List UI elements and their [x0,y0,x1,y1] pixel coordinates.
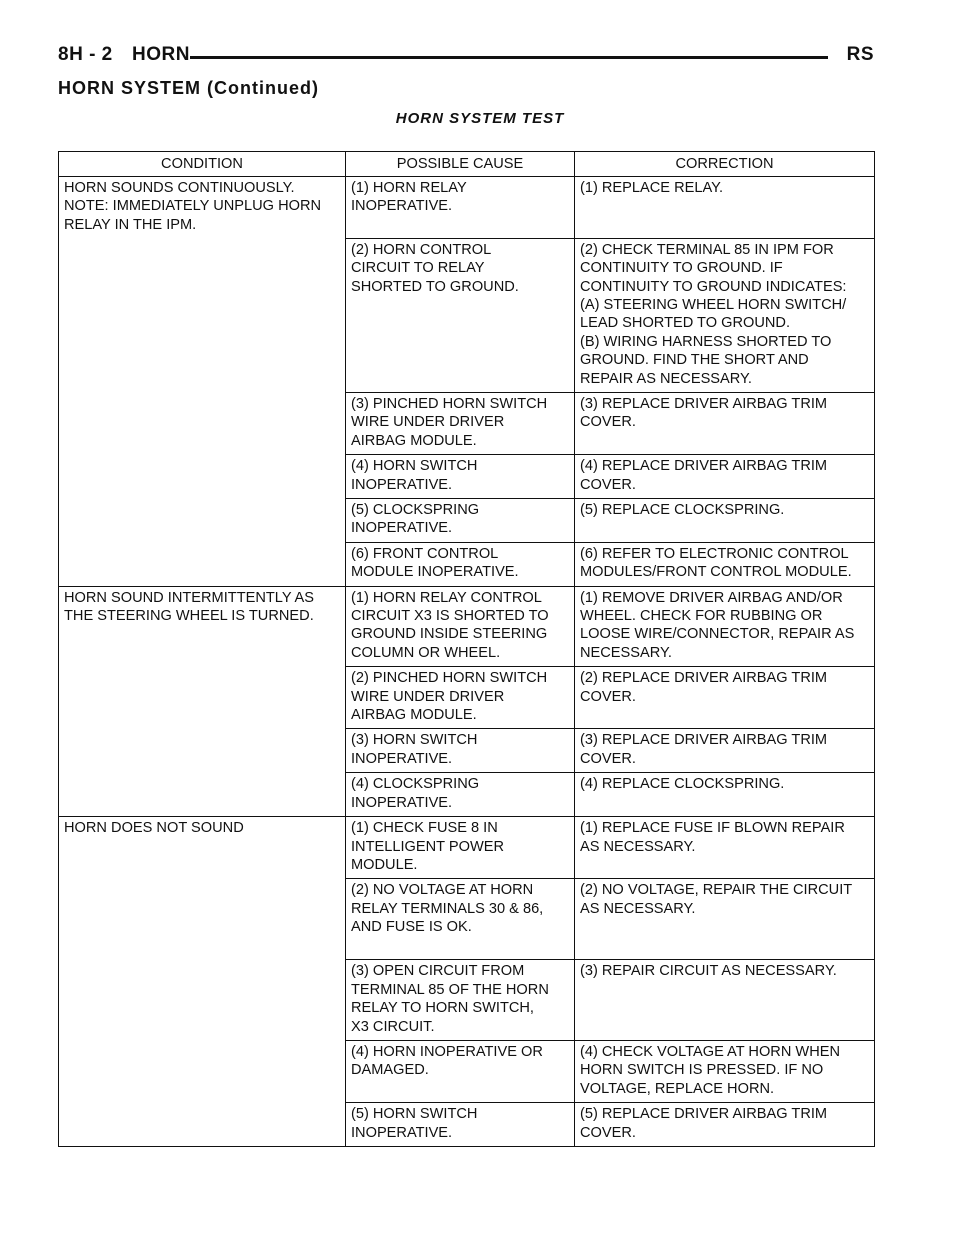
table-row [59,960,875,1041]
table-row [59,729,875,773]
correction-cell: (6) REFER TO ELECTRONIC CONTROL MODULES/FRONT CONTROL MODULE. [575,542,875,586]
correction-cell: (2) NO VOLTAGE, REPAIR THE CIRCUIT AS NECESSARY. [575,879,875,960]
table-body [59,177,875,1147]
condition-cell [59,773,346,817]
table-row [59,238,875,392]
cause-cell: (3) OPEN CIRCUIT FROM TERMINAL 85 OF THE HORN RELAY TO HORN SWITCH, X3 CIRCUIT. [346,960,575,1041]
condition-cell [59,729,346,773]
page-header [58,44,874,74]
cause-cell: (1) HORN RELAY INOPERATIVE. [346,177,575,239]
cause-cell: (3) PINCHED HORN SWITCH WIRE UNDER DRIVER AIRBAG MODULE. [346,392,575,454]
condition-cell: HORN SOUNDS CONTINUOUSLY. NOTE: IMMEDIATELY UNPLUG HORN RELAY IN THE IPM. [59,177,346,239]
table-row [59,817,875,879]
condition-cell: HORN DOES NOT SOUND [59,817,346,879]
cause-cell: (5) HORN SWITCH INOPERATIVE. [346,1103,575,1147]
cause-cell: (2) HORN CONTROL CIRCUIT TO RELAY SHORTED TO GROUND. [346,238,575,392]
condition-cell [59,667,346,729]
table-row [59,667,875,729]
condition-cell [59,542,346,586]
condition-cell [59,1040,346,1102]
cause-cell: (2) NO VOLTAGE AT HORN RELAY TERMINALS 30 & 86, AND FUSE IS OK. [346,879,575,960]
cause-cell: (1) CHECK FUSE 8 IN INTELLIGENT POWER MODULE. [346,817,575,879]
cause-cell: (4) HORN SWITCH INOPERATIVE. [346,455,575,499]
cause-cell: (1) HORN RELAY CONTROL CIRCUIT X3 IS SHORTED TO GROUND INSIDE STEERING COLUMN OR WHEEL. [346,586,575,667]
column-header-condition: CONDITION [59,152,346,177]
table-title: HORN SYSTEM TEST [395,110,565,127]
table-row [59,773,875,817]
cause-cell: (4) CLOCKSPRING INOPERATIVE. [346,773,575,817]
correction-cell: (4) CHECK VOLTAGE AT HORN WHEN HORN SWITCH IS PRESSED. IF NO VOLTAGE, REPLACE HORN. [575,1040,875,1102]
table-row [59,455,875,499]
section-name: HORN [132,44,190,65]
condition-cell [59,960,346,1041]
cause-cell: (4) HORN INOPERATIVE OR DAMAGED. [346,1040,575,1102]
cause-cell: (5) CLOCKSPRING INOPERATIVE. [346,499,575,543]
correction-cell: (3) REPAIR CIRCUIT AS NECESSARY. [575,960,875,1041]
table-row [59,392,875,454]
condition-cell [59,238,346,392]
correction-cell: (2) REPLACE DRIVER AIRBAG TRIM COVER. [575,667,875,729]
table-header-row [59,152,875,177]
correction-cell: (5) REPLACE DRIVER AIRBAG TRIM COVER. [575,1103,875,1147]
correction-cell: (3) REPLACE DRIVER AIRBAG TRIM COVER. [575,729,875,773]
table-row [59,1040,875,1102]
condition-cell [59,455,346,499]
section-code: RS [846,44,874,65]
correction-cell: (4) REPLACE CLOCKSPRING. [575,773,875,817]
condition-cell: HORN SOUND INTERMITTENTLY AS THE STEERING WHEEL IS TURNED. [59,586,346,667]
column-header-correction: CORRECTION [575,152,875,177]
diagnosis-table [58,151,875,1147]
header-rule [190,56,828,59]
table-row [59,499,875,543]
condition-cell [59,879,346,960]
table-row [59,177,875,239]
cause-cell: (2) PINCHED HORN SWITCH WIRE UNDER DRIVER AIRBAG MODULE. [346,667,575,729]
continued-title: HORN SYSTEM (Continued) [58,78,319,98]
condition-cell [59,499,346,543]
correction-cell: (1) REPLACE FUSE IF BLOWN REPAIR AS NECESSARY. [575,817,875,879]
correction-cell: (3) REPLACE DRIVER AIRBAG TRIM COVER. [575,392,875,454]
table-row [59,542,875,586]
page-number: 8H - 2 [58,44,113,65]
correction-cell: (2) CHECK TERMINAL 85 IN IPM FOR CONTINUITY TO GROUND. IF CONTINUITY TO GROUND INDICATES: (A) STEERING WHEEL HORN SWITCH/ LEAD SHORTED TO GROUND. (B) WIRING HARNESS SHORTED TO GROUND. FIND THE SHORT AND REPAIR AS NECESSARY. [575,238,875,392]
table-row [59,879,875,960]
correction-cell: (1) REPLACE RELAY. [575,177,875,239]
column-header-possible-cause: POSSIBLE CAUSE [346,152,575,177]
condition-cell [59,392,346,454]
cause-cell: (6) FRONT CONTROL MODULE INOPERATIVE. [346,542,575,586]
correction-cell: (5) REPLACE CLOCKSPRING. [575,499,875,543]
correction-cell: (1) REMOVE DRIVER AIRBAG AND/OR WHEEL. CHECK FOR RUBBING OR LOOSE WIRE/CONNECTOR, REPAIR AS NECESSARY. [575,586,875,667]
table-row [59,1103,875,1147]
correction-cell: (4) REPLACE DRIVER AIRBAG TRIM COVER. [575,455,875,499]
table-row [59,586,875,667]
cause-cell: (3) HORN SWITCH INOPERATIVE. [346,729,575,773]
condition-cell [59,1103,346,1147]
